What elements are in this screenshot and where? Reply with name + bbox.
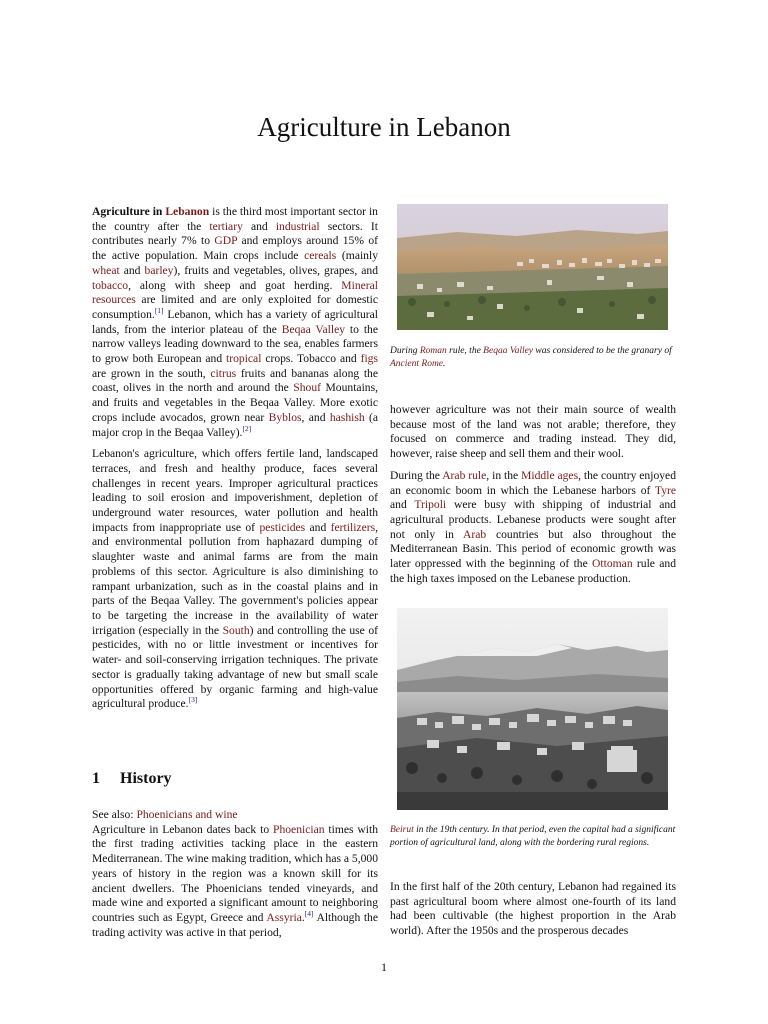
link-lebanon[interactable]: Lebanon [165, 205, 210, 218]
text: in the 19th century. In that period, even the capital had a significant portion of agricultural land, along with the bordering rural regions. [390, 825, 676, 848]
link-gdp[interactable]: GDP [214, 234, 238, 248]
text: times with the first trading activities tacking place in the eastern Mediterranean. The wine making tradition, which has a 5,000 years of history in the region was a known skill for its ancient dwellers. The Phoenicians tended vineyards, and made wine and exported a significant amount to neighboring countries such as Egypt, Greece and [92, 822, 379, 924]
link-pesticides[interactable]: pesticides [259, 520, 306, 534]
right-paragraph-2 [390, 469, 676, 587]
page-number: 1 [381, 960, 387, 974]
bold-text: Agriculture in [92, 205, 166, 218]
link-assyria[interactable]: Assyria [266, 910, 302, 924]
text: are limited and are only exploited for domestic consumption. [92, 293, 378, 321]
ref-3[interactable]: [3] [188, 695, 198, 705]
link-tertiary[interactable]: tertiary [209, 219, 243, 233]
link-arab[interactable]: Arab [463, 527, 487, 541]
link-roman[interactable]: Roman [419, 346, 447, 356]
link-tyre[interactable]: Tyre [654, 483, 676, 497]
text: Lebanon, which has a variety of agricultural lands, from the interior plateau of the [92, 307, 378, 336]
history-paragraph-1 [92, 823, 378, 941]
link-citrus[interactable]: citrus [210, 366, 237, 380]
intro-paragraph-1 [92, 205, 378, 440]
text: Lebanon's agriculture, which offers fertile land, landscaped terraces, and fresh and healthy produce, faces several challenges in recent years. Improper agricultural practices leading to soil erosion and impoverishment, depletion of underground water resources, water pollution and health impacts from inappropriate use of [92, 447, 378, 534]
link-arab-rule[interactable]: Arab rule [442, 468, 487, 482]
beirut-image [397, 608, 668, 810]
text: (mainly [336, 249, 378, 263]
section-heading-history [92, 770, 172, 788]
text: rule and the high taxes imposed on the Lebanese production. [390, 557, 676, 585]
text: is the third most important sector in the country after the [92, 205, 378, 233]
section-number: 1 [92, 770, 100, 787]
text: , in the [486, 468, 522, 482]
link-tobacco[interactable]: tobacco [92, 278, 129, 292]
beqaa-valley-image [397, 204, 668, 330]
text: During [390, 346, 420, 356]
text: Agriculture in Lebanon dates back to [92, 822, 273, 836]
text: are grown in the south, [92, 366, 211, 380]
text: Mountains, and fruits and vegetables in the Beqaa Valley. More exotic crops include avocados, grown near [92, 381, 378, 424]
right-column-bottom [390, 880, 676, 946]
figure-2-caption [390, 824, 680, 850]
section-title: History [120, 770, 172, 787]
text: were busy with shipping of industrial and agricultural products. Lebanese products were sought after not only in [390, 498, 676, 541]
link-industrial[interactable]: industrial [275, 219, 320, 233]
link-figs[interactable]: figs [360, 352, 378, 366]
see-also-label: See also: [92, 808, 137, 821]
link-beirut[interactable]: Beirut [390, 825, 414, 835]
text: sectors. It contributes nearly 7% to [92, 219, 378, 248]
link-ottoman[interactable]: Ottoman [592, 557, 633, 571]
text: countries but also throughout the Mediterranean Basin. This period of economic growth was later oppressed with the beginning of the [390, 527, 676, 571]
text: During the [390, 468, 443, 482]
intro-paragraph-2 [92, 447, 378, 712]
link-beqaa-valley[interactable]: Beqaa Valley [281, 322, 346, 336]
text: rule, the [446, 346, 484, 356]
link-barley[interactable]: barley [144, 263, 174, 277]
ref-4[interactable]: [4] [304, 909, 314, 919]
link-shouf[interactable]: Shouf [293, 381, 321, 395]
text: ) and controlling the use of pesticides, with no or little investment or incentives for water- and soil-conserving irrigation techniques. The private sector is gradually taking advantage of new but small scale opportunities offered by organic farming and high-value agricultural produce. [92, 623, 378, 711]
text: . [443, 359, 446, 369]
page-title: Agriculture in Lebanon [257, 112, 511, 142]
beirut-19th-century-photo [397, 608, 668, 810]
link-byblos[interactable]: Byblos [268, 410, 302, 424]
link-mineral-resources[interactable]: Mineral resources [92, 278, 378, 307]
text: and [305, 520, 331, 534]
text: , along with sheep and goat herding. [128, 278, 342, 292]
figure-1-caption [390, 345, 680, 371]
link-middle-ages[interactable]: Middle ages [521, 468, 579, 482]
link-fertilizers[interactable]: fertilizers [330, 520, 376, 534]
link-ancient-rome[interactable]: Ancient Rome [390, 359, 444, 369]
link-caption-beqaa-valley[interactable]: Beqaa Valley [483, 346, 534, 356]
text: . [301, 910, 305, 924]
link-wheat[interactable]: wheat [92, 263, 120, 277]
see-also [92, 808, 378, 823]
link-cereals[interactable]: cereals [304, 249, 337, 263]
history-column [92, 808, 378, 947]
text: , the country enjoyed an economic boom in which the Lebanese harbors of [390, 468, 676, 497]
right-column [390, 403, 676, 593]
link-tripoli[interactable]: Tripoli [414, 498, 447, 512]
link-south[interactable]: South [222, 623, 250, 637]
right-paragraph-3: In the first half of the 20th century, Lebanon had regained its past agricultural boom where almost one-fourth of its land had been cultivable (the highest proportion in the Arab world). After the 1950s and the prosperous decades [390, 880, 676, 938]
ref-1[interactable]: [1] [154, 306, 164, 316]
text: and [390, 498, 415, 512]
text: crops. Tobacco and [261, 352, 361, 366]
text: Although the trading activity was active in that period, [92, 910, 378, 939]
text: to the narrow valleys leading downward to the sea, enables farmers to grow both European and [92, 322, 379, 366]
right-paragraph-1: however agriculture was not their main source of wealth because most of the land was not arable; therefore, they focused on commerce and trading instead. They did, however, raise sheep and sell them and their wool. [390, 403, 676, 461]
beqaa-valley-photo [397, 204, 668, 330]
left-column [92, 205, 378, 719]
text: ), fruits and vegetables, olives, grapes, and [173, 263, 378, 277]
ref-2[interactable]: [2] [242, 423, 252, 433]
text: and [119, 263, 145, 277]
text: , and [301, 410, 330, 424]
link-phoenician[interactable]: Phoenician [273, 822, 325, 836]
text: and [242, 219, 276, 233]
link-hashish[interactable]: hashish [329, 410, 365, 424]
link-phoenicians-and-wine[interactable]: Phoenicians and wine [136, 808, 238, 821]
text: was considered to be the granary of [533, 346, 672, 356]
text: fruits and bananas along the coast, olives in the north and around the [92, 366, 378, 395]
text: (a major crop in the Beqaa Valley). [92, 410, 379, 439]
text: , and environmental pollution from haphazard dumping of slaughter waste and animal farms are from the main problems of this sector. Agriculture is also diminishing to rampant urbanization, such as in the coastal plains and in parts of the Beqaa Valley. The government's policies appear to be targeting the increase in the availability of water irrigation (especially in the [92, 520, 378, 637]
link-tropical[interactable]: tropical [226, 352, 262, 366]
text: and employs around 15% of the active population. Main crops include [92, 234, 378, 263]
